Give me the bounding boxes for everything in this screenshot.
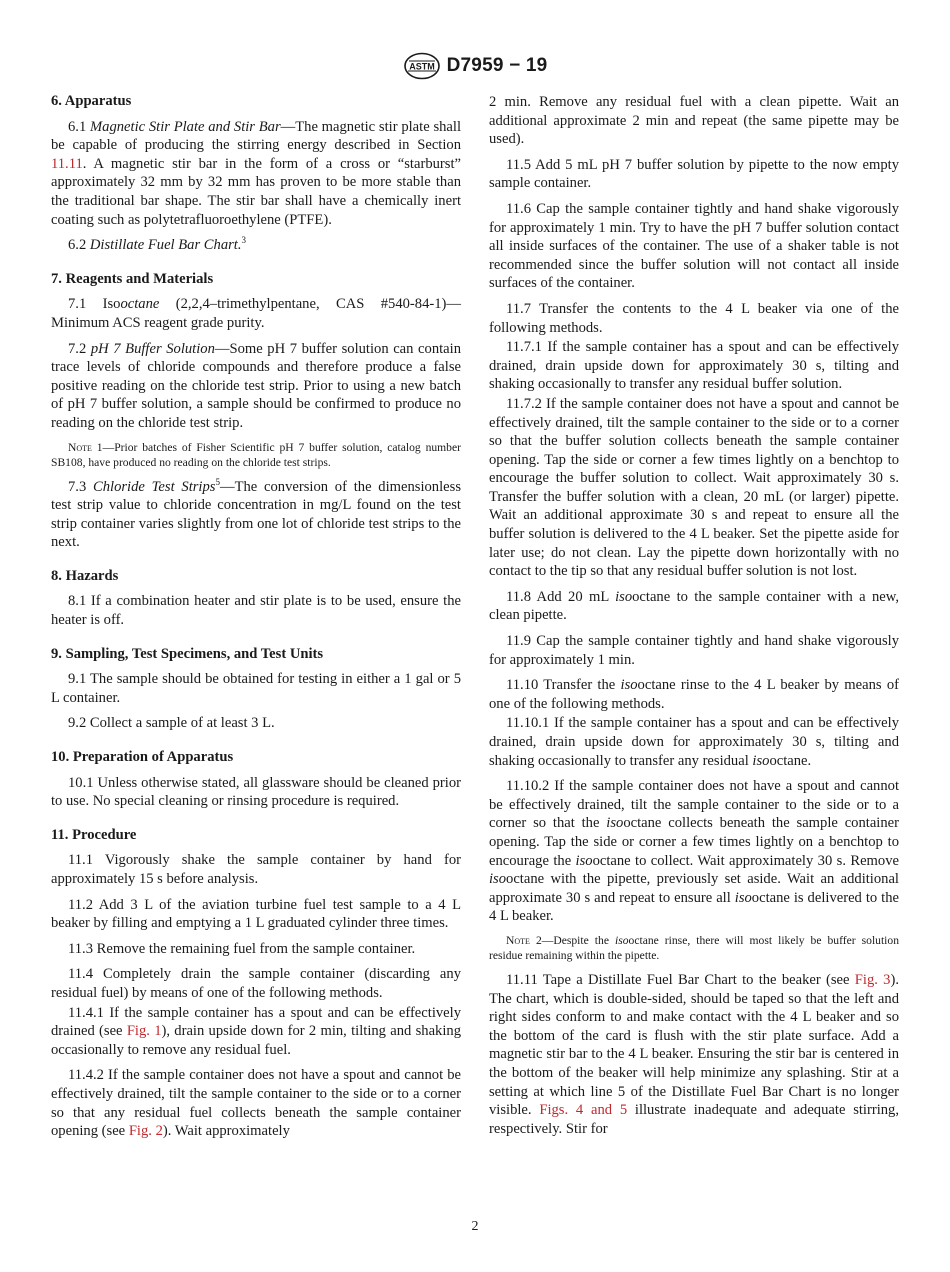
paragraph-11-10: 11.10 Transfer the isooctane rinse to the 4 L beaker by means of one of the following methods. [489,677,899,712]
paragraph-9-1: 9.1 The sample should be obtained for testing in either a 1 gal or 5 L container. [51,671,461,706]
paragraph-6-2: 6.2 Distillate Fuel Bar Chart.$^3$ [68,235,247,254]
paragraph-11-8: 11.8 Add 20 mL isooctane to the sample container with a new, clean pipette. [489,588,899,624]
document-designation: D7959 − 19 [446,55,548,76]
paragraph-9-2: 9.2 Collect a sample of at least 3 L. [68,715,275,732]
right-column [489,93,899,1145]
note-2: Note 2—Despite the isooctane rinse, there will most likely be buffer solution residue remaining within the pipette. [489,933,899,962]
paragraph-8-1: 8.1 If a combination heater and stir plate is to be used, ensure the heater is off. [51,593,461,629]
figure-link-fig-2[interactable]: Fig. 2 [128,1123,163,1140]
paragraph-11-7-1: 11.7.1 If the sample container has a spout and can be effectively drained, drain upside down for approximately 30 s, tilting and shaking occasionally to transfer any residual buffer solution. [489,339,899,393]
paragraph-11-2: 11.2 Add 3 L of the aviation turbine fuel test sample to a 4 L beaker by filling and emptying a 1 L graduated cylinder three times. [51,896,461,932]
figure-link-fig-1[interactable]: Fig. 1 [126,1023,162,1040]
paragraph-11-4-2-continued: 2 min. Remove any residual fuel with a clean pipette. Wait an additional approximate 2 min and repeat (the same pipette may be used). [489,94,899,148]
section-heading-hazards: 8. Hazards [51,567,119,584]
page-header [0,52,950,85]
page-number: 2 [471,1219,479,1234]
paragraph-11-7-2: 11.7.2 If the sample container does not have a spout and cannot be effectively drained, tilt the sample container to the side or to a corner so that the buffer solution collects beneath the sample container opening. Tap the side or corner a few times lightly on a benchtop to encourage the buffer solution to collect. Wait approximately 30 s. Transfer the buffer solution with a clean, 20 mL (or larger) pipette. Wait an additional approximate 30 s and repeat to ensure all the buffer solution is delivered to the 4 L beaker. Set the pipette aside for later use; do not clean. Lay the pipette down horizontally with no contact to the tip so that any residual buffer solution is not lost. [489,395,899,580]
paragraph-11-6: 11.6 Cap the sample container tightly and hand shake vigorously for approximately 1 min. Try to have the pH 7 buffer solution contact all inside surfaces of the container. The use of a shaker table is not recommended since the buffer solution will not contact all inside surfaces of the container. [489,200,899,292]
section-heading-reagents: 7. Reagents and Materials [51,270,214,287]
note-1: Note 1—Prior batches of Fisher Scientific pH 7 buffer solution, catalog number SB108, have produced no reading on the chloride test strips. [51,440,461,469]
section-heading-procedure: 11. Procedure [51,826,137,843]
paragraph-7-1: 7.1 Isooctane (2,2,4–trimethylpentane, CAS #540-84-1)—Minimum ACS reagent grade purity. [51,296,461,331]
section-heading-sampling: 9. Sampling, Test Specimens, and Test Units [51,645,324,662]
paragraph-7-3: 7.3 Chloride Test Strips$^5$—The conversion of the dimensionless test strip value to chloride concentration in mg/L found on the test strip container varies slightly from one lot of chloride test strips to the next. [51,476,461,551]
footnote-ref-3: 3 [241,235,247,246]
paragraph-7-2: 7.2 pH 7 Buffer Solution—Some pH 7 buffer solution can contain trace levels of chloride compounds and therefore produce a false positive reading on the chloride test strip. Prior to using a new batch of pH 7 buffer solution, a sample should be confirmed to produce no reading on the chloride test strip. [51,340,462,431]
section-heading-preparation: 10. Preparation of Apparatus [51,749,234,766]
figure-link-fig-3[interactable]: Fig. 3 [854,971,891,988]
paragraph-10-1: 10.1 Unless otherwise stated, all glassware should be cleaned prior to use. No special cleaning or rinsing procedure is required. [51,774,461,810]
svg-text:ASTM: ASTM [408,61,435,72]
paragraph-11-3: 11.3 Remove the remaining fuel from the sample container. [68,940,416,957]
section-heading-apparatus: 6. Apparatus [51,93,132,109]
paragraph-11-9: 11.9 Cap the sample container tightly and hand shake vigorously for approximately 1 min. [489,633,899,668]
paragraph-11-7: 11.7 Transfer the contents to the 4 L beaker via one of the following methods. [489,300,899,336]
paragraph-11-5: 11.5 Add 5 mL pH 7 buffer solution by pipette to the now empty sample container. [489,156,899,192]
left-column [51,92,461,1148]
footnote-ref-5: 5 [215,476,220,487]
paragraph-11-4-2: 11.4.2 If the sample container does not have a spout and cannot be effectively drained, tilt the sample container to the side or to a corner so that any residual fuel collects beneath the sample container opening (see Fig. 2). Wait approximately [51,1067,461,1140]
paragraph-11-1: 11.1 Vigorously shake the sample container by hand for approximately 15 s before analysis. [51,852,461,887]
paragraph-6-1: 6.1 Magnetic Stir Plate and Stir Bar—The magnetic stir plate shall be capable of producing the stirring energy described in Section 11.11. A magnetic stir bar in the form of a cross or “starburst” approximately 32 mm by 32 mm has proven to be more stable than the traditional bar shape. The stir bar shall have a chemically inert coating such as polytetrafluoroethylene (PTFE). [51,118,462,228]
paragraph-11-10-1: 11.10.1 If the sample container has a spout and can be effectively drained, drain upside down for approximately 30 s, tilting and shaking occasionally to transfer any residual isooctane. [489,715,899,769]
section-link-11-11[interactable]: 11.11 [51,155,83,172]
paragraph-11-11: 11.11 Tape a Distillate Fuel Bar Chart to the beaker (see Fig. 3). The chart, which is double-sided, should be taped so that the left and right sides conform to and make contact with the 4 L beaker and so the bottom of the card is flush with the stir plate surface. Add a magnetic stir bar to the 4 L beaker. Ensuring the stir bar is centered in the bottom of the beaker will help minimize any splashing. Stir at a setting at which line 5 of the Distillate Fuel Bar Chart is no longer visible. Figs. 4 and 5 illustrate inadequate and adequate stirring, respectively. Stir for [489,971,899,1137]
astm-logo-icon [403,52,441,80]
paragraph-11-4-1: 11.4.1 If the sample container has a spout and can be effectively drained (see Fig. 1), drain upside down for 2 min, tilting and shaking occasionally to remove any residual fuel. [51,1004,461,1058]
figure-link-figs-4-5[interactable]: Figs. 4 and 5 [539,1102,628,1119]
paragraph-11-10-2: 11.10.2 If the sample container does not have a spout and cannot be effectively drained, tilt the sample container to the side or to a corner so that the isooctane collects beneath the sample container opening. Tap the side or corner a few times lightly on a benchtop to encourage the isooctane to collect. Wait approximately 30 s. Remove isooctane with the pipette, previously set aside. Wait an additional approximate 30 s and repeat to ensure all isooctane is delivered to the 4 L beaker. [489,778,899,925]
paragraph-11-4: 11.4 Completely drain the sample container (discarding any residual fuel) by means of one of the following methods. [51,966,461,1001]
